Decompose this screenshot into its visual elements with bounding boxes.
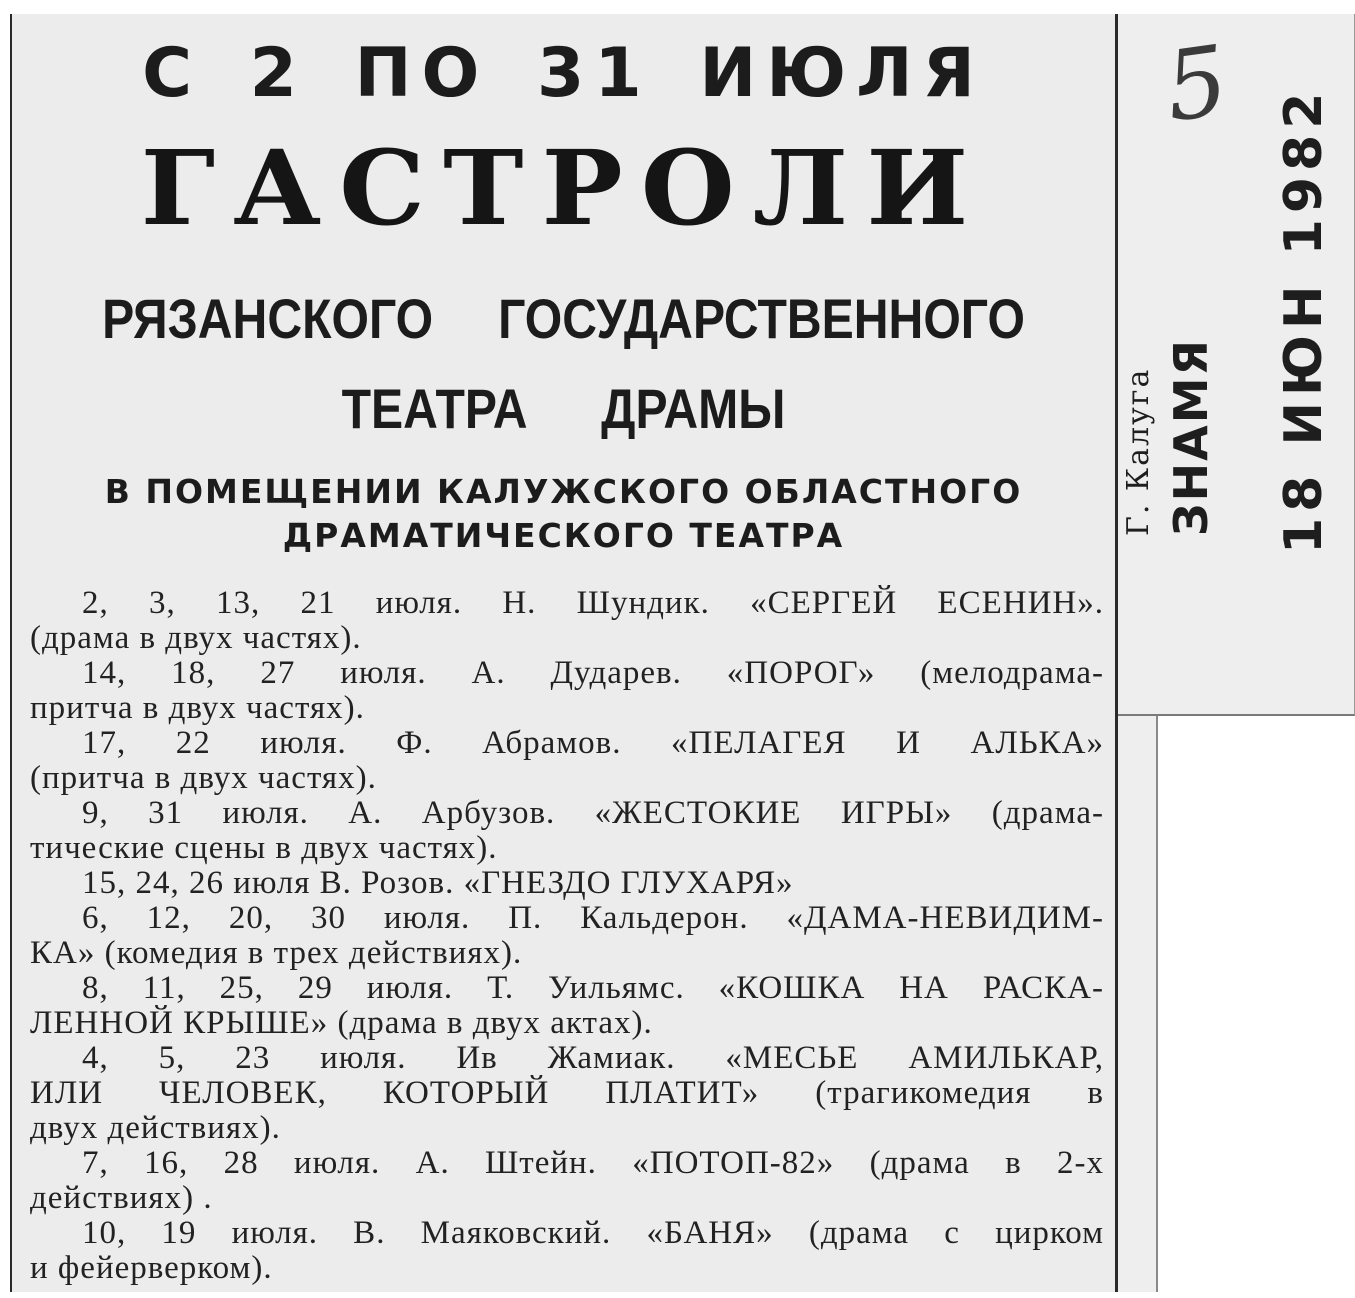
venue-line-1: В ПОМЕЩЕНИИ КАЛУЖСКОГО ОБЛАСТНОГО <box>104 472 1023 511</box>
troupe-name-line-2: ТЕАТРА ДРАМЫ <box>341 377 786 440</box>
entry-text-line: 17, 22 июля. Ф. Абрамов. «ПЕЛАГЕЯ И АЛЬКА» <box>82 725 1104 761</box>
schedule-entry <box>30 656 1104 726</box>
schedule-entry <box>30 866 1104 901</box>
entry-text-line: 15, 24, 26 июля В. Розов. «ГНЕЗДО ГЛУХАРЯ» <box>82 865 794 901</box>
entry-text-line: двух действиях). <box>30 1110 281 1146</box>
schedule-entry <box>30 1216 1104 1286</box>
schedule-entry <box>30 1041 1104 1146</box>
entry-text-line: 14, 18, 27 июля. А. Дударев. «ПОРОГ» (мелодрама- <box>82 655 1104 691</box>
entry-text-line: 7, 16, 28 июля. А. Штейн. «ПОТОП-82» (драма в 2-х <box>82 1145 1104 1181</box>
stamp-date: 18 ИЮН 1982 <box>1274 86 1334 554</box>
entry-text-line: 6, 12, 20, 30 июля. П. Кальдерон. «ДАМА-НЕВИДИМ- <box>82 900 1104 936</box>
stamp-newspaper-name: ЗНАМЯ <box>1164 338 1218 536</box>
performance-schedule <box>30 586 1104 1286</box>
schedule-entry <box>30 586 1104 656</box>
tour-title: ГАСТРОЛИ <box>140 129 987 249</box>
entry-text-line: тические сцены в двух частях). <box>30 830 498 866</box>
entry-text-line: притча в двух частях). <box>30 690 365 726</box>
newspaper-clipping <box>10 14 1118 1292</box>
entry-text-line: 10, 19 июля. В. Маяковский. «БАНЯ» (драма с цирком <box>82 1215 1104 1251</box>
entry-text-line: (драма в двух частях). <box>30 620 362 656</box>
entry-text-line: действиях) . <box>30 1180 213 1216</box>
schedule-entry <box>30 901 1104 971</box>
schedule-entry <box>30 1146 1104 1216</box>
entry-text-line: 4, 5, 23 июля. Ив Жамиак. «МЕСЬЕ АМИЛЬКАР, <box>82 1040 1104 1076</box>
entry-text-line: (притча в двух частях). <box>30 760 377 796</box>
tour-dates-heading: С 2 ПО 31 ИЮЛЯ <box>142 34 985 113</box>
stamp-city: Г. Калуга <box>1121 367 1156 536</box>
entry-text-line: и фейерверком). <box>30 1250 273 1286</box>
schedule-entry <box>30 796 1104 866</box>
entry-text-line: 9, 31 июля. А. Арбузов. «ЖЕСТОКИЕ ИГРЫ» (драма- <box>82 795 1104 831</box>
troupe-name-line-1: РЯЗАНСКОГО ГОСУДАРСТВЕННОГО <box>102 287 1025 350</box>
entry-text-line: КА» (комедия в трех действиях). <box>30 935 523 971</box>
entry-text-line: ИЛИ ЧЕЛОВЕК, КОТОРЫЙ ПЛАТИТ» (трагикомедия в <box>30 1075 1104 1111</box>
schedule-entry <box>30 726 1104 796</box>
archive-stamp-strip-edge <box>1118 716 1158 1292</box>
schedule-entry <box>30 971 1104 1041</box>
entry-text-line: ЛЕННОЙ КРЫШЕ» (драма в двух актах). <box>30 1005 653 1041</box>
venue-line-2: ДРАМАТИЧЕСКОГО ТЕАТРА <box>282 516 845 555</box>
entry-text-line: 8, 11, 25, 29 июля. Т. Уильямс. «КОШКА НА РАСКА- <box>82 970 1104 1006</box>
entry-text-line: 2, 3, 13, 21 июля. Н. Шундик. «СЕРГЕЙ ЕСЕНИН». <box>82 585 1104 621</box>
handwritten-number: 5 <box>1158 24 1235 144</box>
